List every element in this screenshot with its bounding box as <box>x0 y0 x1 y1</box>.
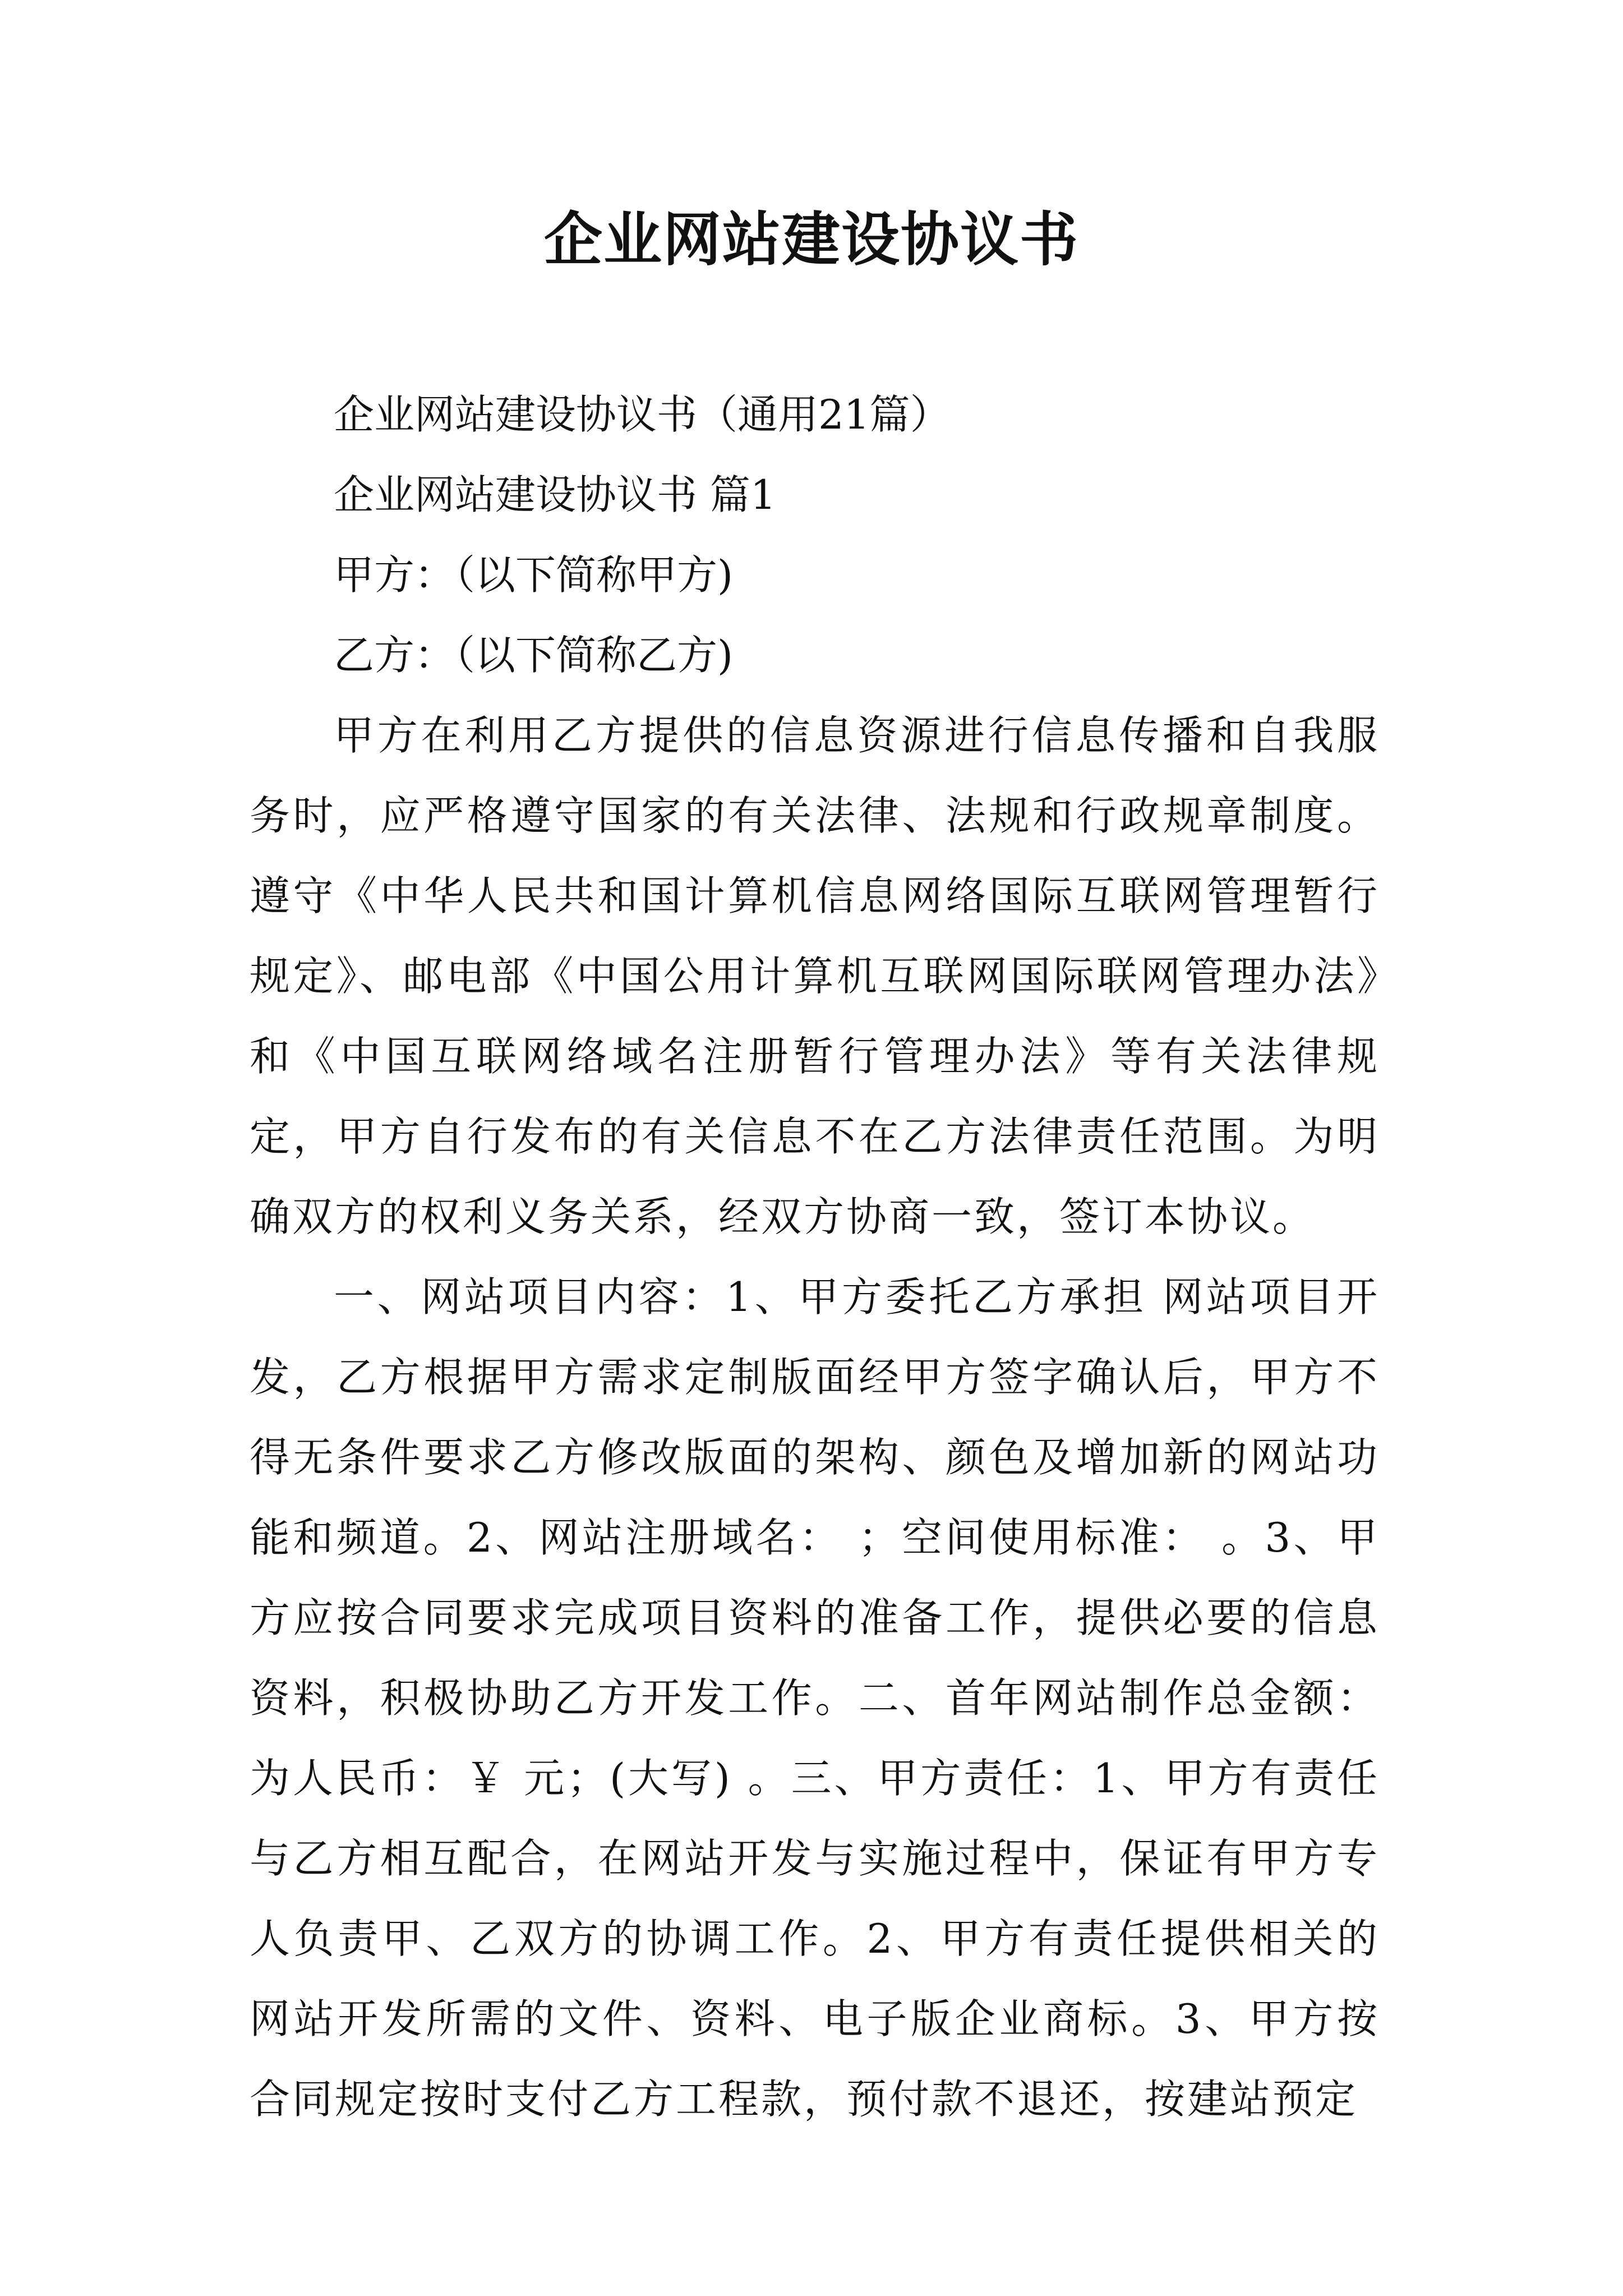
party-b-line: 乙方：（以下简称乙方) <box>334 632 734 679</box>
party-a-line: 甲方：（以下简称甲方) <box>334 551 734 599</box>
document-body <box>250 375 1380 2139</box>
paragraph-compliance: 甲方在利用乙方提供的信息资源进行信息传播和自我服务时，应严格遵守国家的有关法律、法规和行政规章制度。遵守《中华人民共和国计算机信息网络国际互联网管理暂行规定》、邮电部《中国公用计算机互联网国际联网管理办法》和《中国互联网络域名注册暂行管理办法》等有关法律规定，甲方自行发布的有关信息不在乙方法律责任范围。为明确双方的权利义务关系，经双方协商一致，签订本协议。 <box>250 712 1380 1240</box>
document-title: 企业网站建设协议书 <box>543 205 1079 274</box>
document-subtitle: 企业网站建设协议书（通用21篇） <box>334 391 951 438</box>
paragraph-terms: 一、网站项目内容：1、甲方委托乙方承担 网站项目开发，乙方根据甲方需求定制版面经甲方签字确认后，甲方不得无条件要求乙方修改版面的架构、颜色及增加新的网站功能和频道。2、网站注册域名： ；空间使用标准： 。3、甲方应按合同要求完成项目资料的准备工作，提供必要的信息资料，积极协助乙方开发工作。二、首年网站制作总金额：为人民币：￥ 元；(大写) 。三、甲方责任：1、甲方有责任与乙方相互配合，在网站开发与实施过程中，保证有甲方专人负责甲、乙双方的协调工作。2、甲方有责任提供相关的网站开发所需的文件、资料、电子版企业商标。3、甲方按合同规定按时支付乙方工程款，预付款不退还，按建站预定 <box>250 1273 1380 2123</box>
section-heading: 企业网站建设协议书 篇1 <box>334 471 776 518</box>
